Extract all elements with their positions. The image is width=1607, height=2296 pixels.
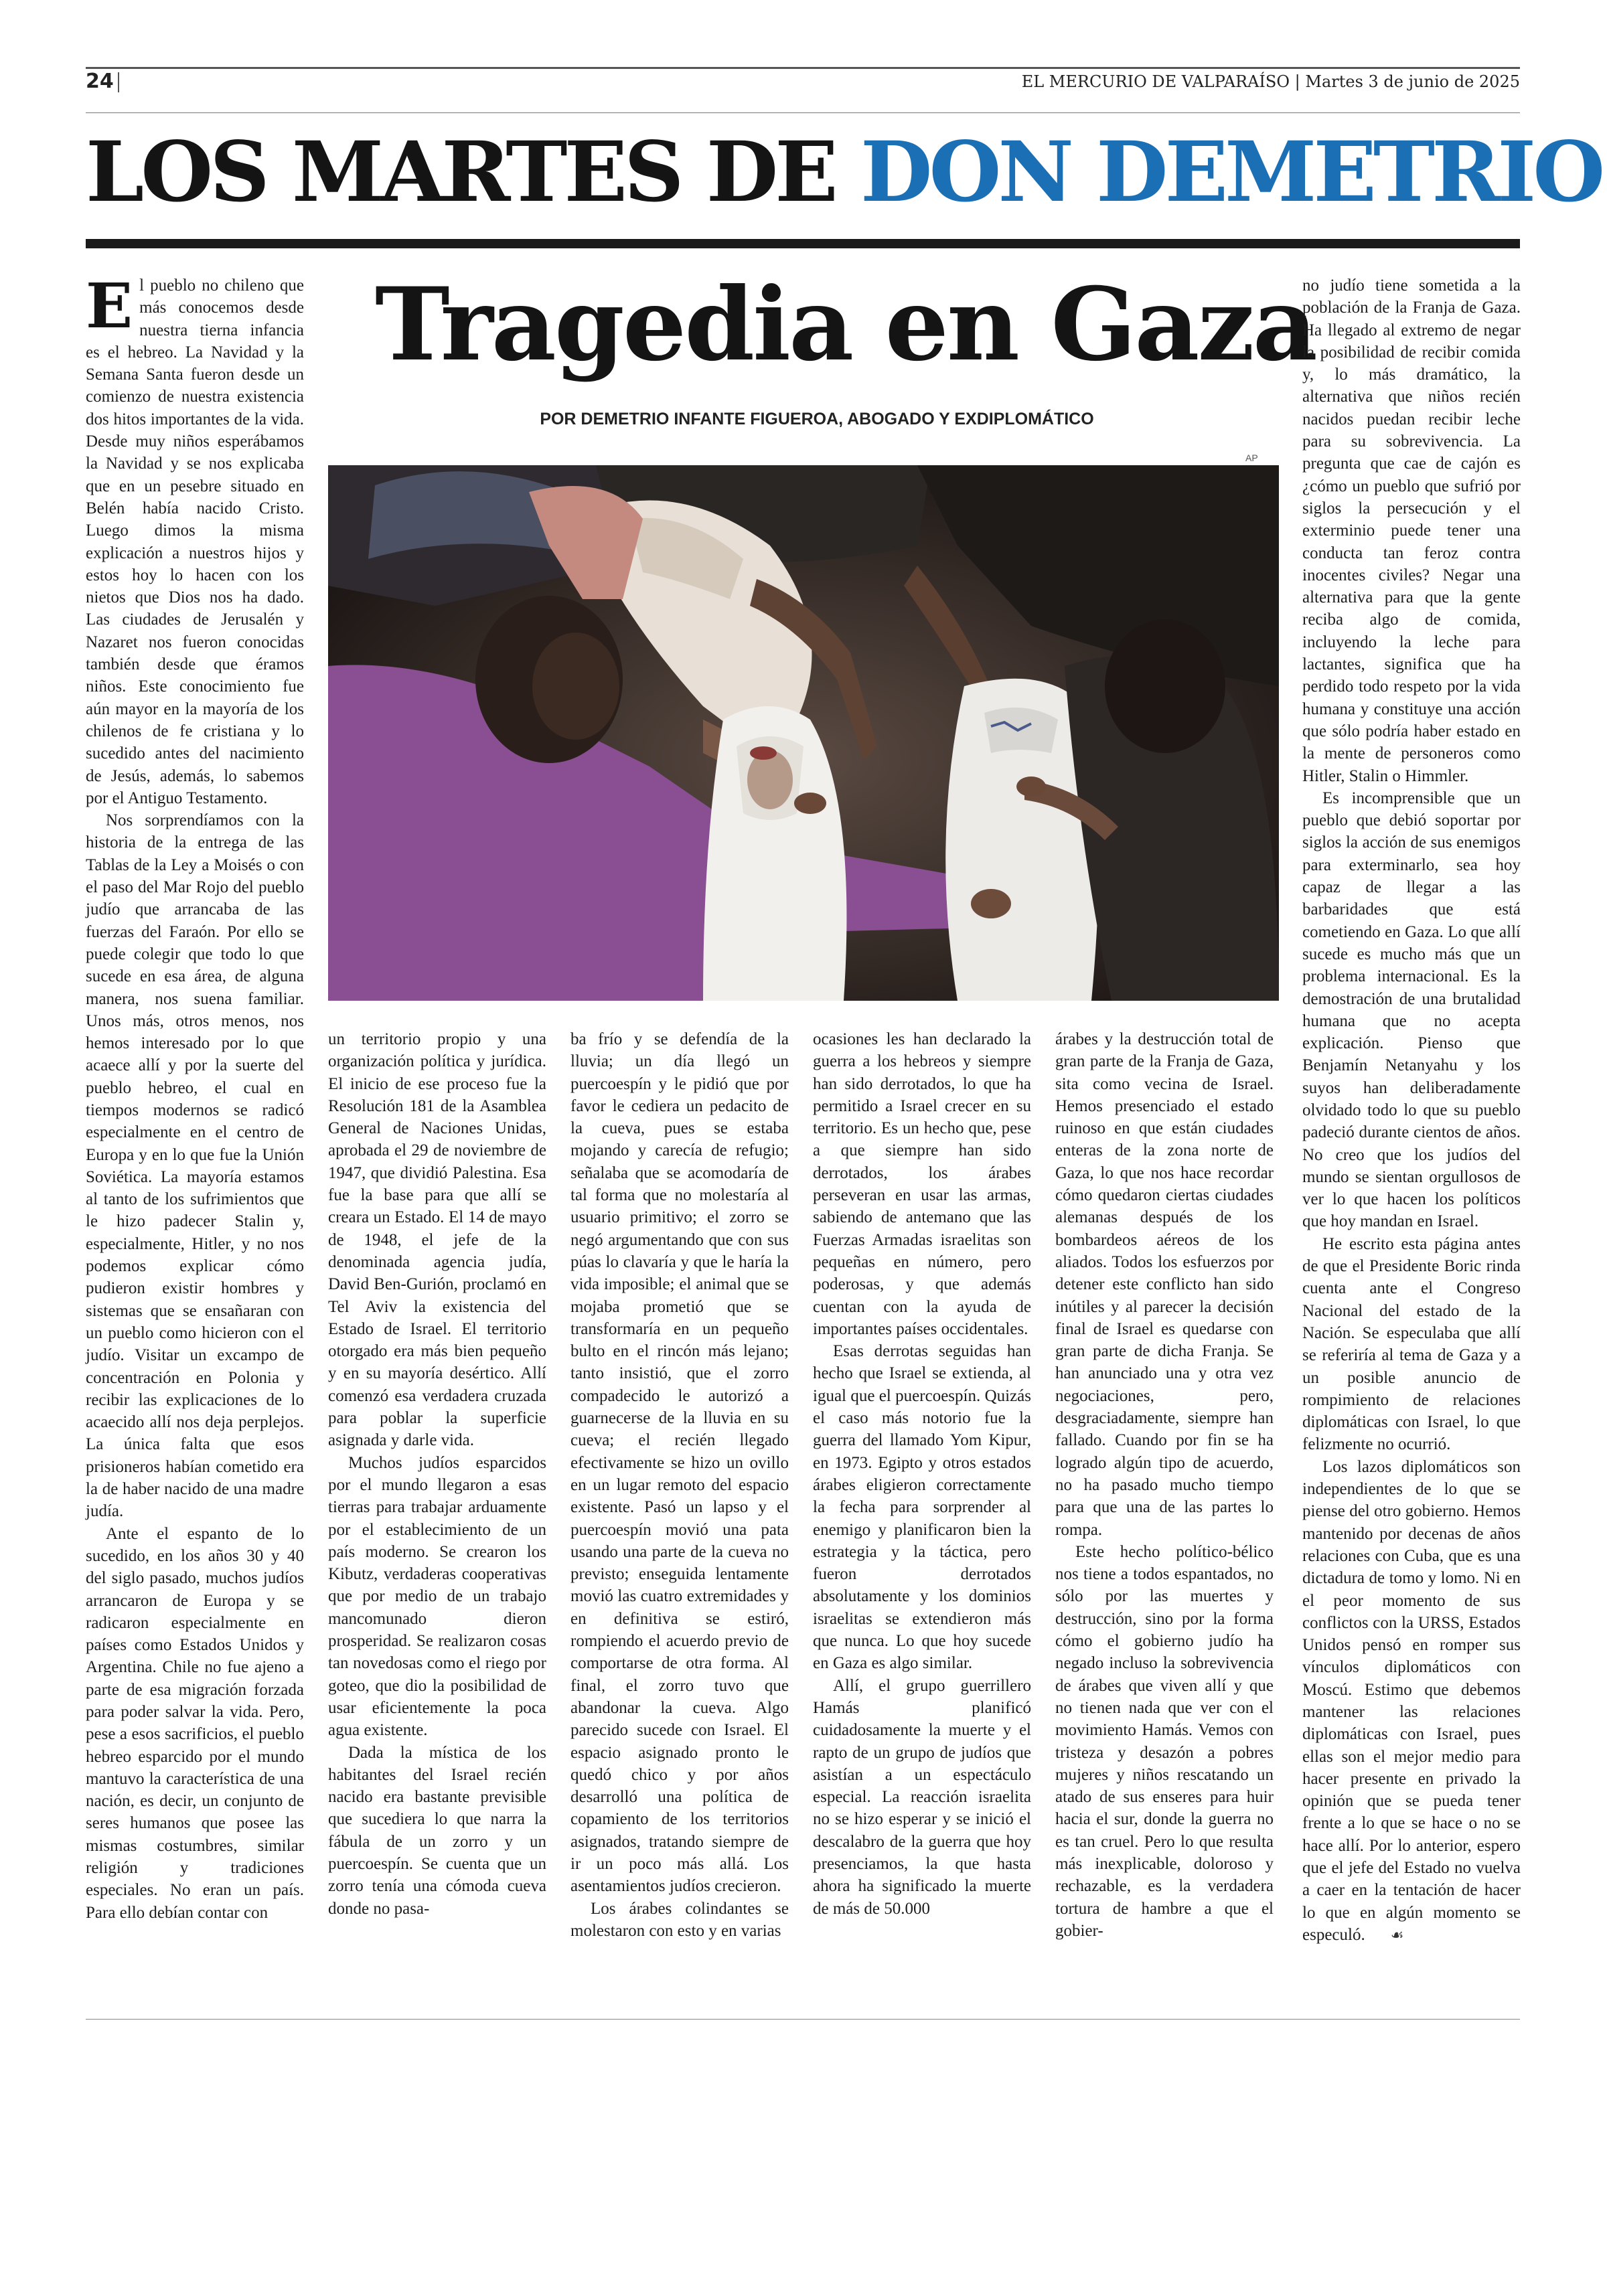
paragraph-text: Los lazos diplomáticos son independientes de lo que se piense del otro gobierno. Hemos mantenido por decenas de años relaciones con Cuba, que es una dictadura de tomo y lomo. Ni en el peor momento de sus conflictos con la URSS, Estados Unidos pensó en romper sus vínculos diplomáticos con Moscú. Estimo que debemos mantener las relaciones diplomáticas con Israel, pues ellas son el mejor medio para hacer presente en privado la opinión que se pueda tener frente a lo que se hace o no se hace allí. Por lo anterior, espero que el jefe del Estado no vuelva a caer en la tentación de hacer lo que en algún momento se especuló. xyxy=(1302,1457,1521,1944)
newspaper-date-line: EL MERCURIO DE VALPARAÍSO | Martes 3 de junio de 2025 xyxy=(1021,72,1520,91)
paragraph xyxy=(86,270,304,809)
paragraph: Este hecho político-bélico nos tiene a todos espantados, no sólo por las muertes y destrucción, sino por la forma cómo el gobierno judío ha negado incluso la sobrevivencia de árabes que viven allí y que no tienen nada que ver con el movimiento Hamás. Vemos con tristeza y desazón a pobres mujeres y niños rescatando un atado de sus enseres para huir hacia el sur, donde la guerra no es tan cruel. Pero lo que resulta más inexplicable, doloroso y rechazable, es la verdadera tortura de hambre a que el gobier- xyxy=(1055,1542,1274,1940)
drop-cap: E xyxy=(86,270,133,342)
paragraph: Dada la mística de los habitantes del Israel recién nacido era bastante previsible que sucediera lo que narra la fábula de un zorro y un puercoespín. Se cuenta que un zorro tenía una cómoda cueva donde no pasa- xyxy=(328,1743,546,1918)
paragraph: no judío tiene sometida a la población de la Franja de Gaza. Ha llegado al extremo de negar la posibilidad de recibir comida y, lo más dramático, la alternativa que niños recién nacidos puedan recibir leche para su sobrevivencia. La pregunta que cae de cajón es ¿cómo un pueblo que sufrió por siglos la persecución y el exterminio puede tener una conducta tan feroz contra inocentes civiles? Negar una alternativa para que la gente reciba algo de comida, incluyendo la leche para lactantes, significa que ha perdido todo respeto por la vida humana y constituye una acción que sólo podría haber estado en la mente de personeros como Hitler, Stalin o Himmler. xyxy=(1302,276,1521,785)
paragraph: árabes y la destrucción total de gran parte de la Franja de Gaza, sita como vecina de Israel. Hemos presenciado el estado ruinoso en que están ciudades enteras de la zona norte de Gaza, lo que nos hace recordar cómo quedaron ciertas ciudades alemanas después de los bombardeos aéreos de los aliados. Todos los esfuerzos por detener este conflicto han sido inútiles y al parecer la decisión final de Israel es quedarse con gran parte de dicha Franja. Se han anunciado una y otra vez negociaciones, pero, desgraciadamente, siempre han fallado. Cuando por fin se ha logrado algún tipo de acuerdo, no ha pasado mucho tiempo para que una de las partes lo rompa. xyxy=(1055,1030,1274,1539)
article-photo xyxy=(328,465,1279,1001)
paragraph: Los árabes colindantes se molestaron con esto y en varias xyxy=(570,1899,789,1940)
article-headline: Tragedia en Gaza xyxy=(375,266,1316,384)
article-column-5 xyxy=(1055,1028,1274,1940)
page-number: 24 xyxy=(86,70,114,93)
paragraph: Allí, el grupo guerrillero Hamás planificó cuidadosamente la muerte y el rapto de un grupo de judíos que asistían a un espectáculo especial. La reacción israelita no se hizo esperar y se inició el descalabro de la guerra que hoy presenciamos, la que hasta ahora ha significado la muerte de más de 50.000 xyxy=(813,1676,1031,1918)
paragraph xyxy=(1302,1456,1521,1947)
article-column-1 xyxy=(86,270,304,1922)
article-column-2 xyxy=(328,1028,546,1918)
paragraph: ba frío y se defendía de la lluvia; un día llegó un puercoespín y le pidió que por favor le cediera un pedacito de la cueva, pues se estaba mojando y carecía de refugio; señalaba que se acomodaría de tal forma que no molestaría al usuario primitivo; el zorro se negó argumentando que con sus púas lo clavaría y que le haría la vida imposible; el animal que se mojaba prometió que se transformaría en un pequeño bulto en el rincón más lejano; tanto insistió, que el zorro compadecido le autorizó a guarnecerse de la lluvia en su cueva; el recién llegado efectivamente se hizo un ovillo en un lugar remoto del espacio existente. Pasó un lapso y el puercoespín movió una pata usando una parte de la cueva no previsto; enseguida lentamente movió las cuatro extremidades y en definitiva se estiró, rompiendo el acuerdo previo de comportarse de otra forma. Al final, el zorro tuvo que abandonar la cueva. Algo parecido sucede con Israel. El espacio asignado pronto le quedó chico y por años desarrolló una política de copamiento de los territorios asignados, tratando siempre de ir un poco más allá. Los asentamientos judíos crecieron. xyxy=(570,1030,789,1896)
section-heading-rule xyxy=(86,239,1520,248)
header-subrule xyxy=(86,112,1520,113)
photo-credit: AP xyxy=(1245,453,1258,463)
section-heading-blue: DON DEMETRIO xyxy=(860,124,1602,221)
paragraph: Es incomprensible que un pueblo que debió soportar por siglos la acción de sus enemigos para exterminarlo, sea hoy capaz de llegar a las barbaridades que está cometiendo en Gaza. Lo que allí sucede es mucho más que un problema internacional. Es la demostración de una brutalidad humana que no acepta explicación. Pienso que Benjamín Netanyahu y los suyos han deliberadamente olvidado todo lo que su pueblo padeció durante cientos de años. No creo que los judíos del mundo se sientan orgullosos de ver lo que hacen los políticos que hoy mandan en Israel. xyxy=(1302,789,1521,1231)
paragraph: Esas derrotas seguidas han hecho que Israel se extienda, al igual que el puercoespín. Quizás el caso más notorio fue la guerra del llamado Yom Kipur, en 1973. Egipto y otros estados árabes eligieron correctamente la fecha para sorprender al enemigo y planificaron bien la estrategia y la táctica, pero fueron derrotados absolutamente y los dominios israelitas se extendieron más que nunca. Lo que hoy sucede en Gaza es algo similar. xyxy=(813,1342,1031,1673)
paragraph: un territorio propio y una organización política y jurídica. El inicio de ese proceso fue la Resolución 181 de la Asamblea General de Naciones Unidas, aprobada el 29 de noviembre de 1947, que dividió Palestina. Esa fue la base para que allí se creara un Estado. El 14 de mayo de 1948, el jefe de la denominada agencia judía, David Ben-Gurión, proclamó en Tel Aviv la existencia del Estado de Israel. El territorio otorgado era más bien pequeño y en su mayoría desértico. Allí comenzó esa verdadera cruzada para poblar la superficie asignada y darle vida. xyxy=(328,1030,546,1450)
article-column-3 xyxy=(570,1028,789,1940)
section-heading-black: LOS MARTES DE xyxy=(86,124,860,221)
end-of-article-icon: ☙ xyxy=(1390,1926,1404,1943)
paragraph: ocasiones les han declarado la guerra a los hebreos y siempre han sido derrotados, lo que ha permitido a Israel crecer en su territorio. Es un hecho que, pese a que siempre han sido derrotados, los árabes perseveran en usar las armas, sabiendo de antemano que las Fuerzas Armadas israelitas son pequeñas en número, pero poderosas, y que además cuentan con la ayuda de importantes países occidentales. xyxy=(813,1030,1031,1338)
page-number-separator xyxy=(118,72,119,92)
article-column-4 xyxy=(813,1028,1031,1918)
section-heading xyxy=(86,119,1602,226)
footer-rule xyxy=(86,2019,1520,2020)
paragraph: Ante el espanto de lo sucedido, en los años 30 y 40 del siglo pasado, muchos judíos arrancaron de Europa y se radicaron especialmente en países como Estados Unidos y Argentina. Chile no fue ajeno a parte de esa migración forzada para poder salvar la vida. Pero, pese a esos sacrificios, el pueblo hebreo esparcido por el mundo mantuvo la característica de una nación, es decir, un conjunto de seres humanos que posee las mismas costumbres, similar religión y tradiciones especiales. No eran un país. Para ello debían contar con xyxy=(86,1524,304,1922)
paragraph: Nos sorprendíamos con la historia de la entrega de las Tablas de la Ley a Moisés o con el paso del Mar Rojo del pueblo judío que arrancaba de las fuerzas del Faraón. Por ello se puede colegir que todo lo que sucede en esa área, de alguna manera, nos suena familiar. Unos más, otros menos, nos hemos interesado por lo que acaece allí y por la suerte del pueblo hebreo, el cual en tiempos modernos se radicó especialmente en el centro de Europa y en lo que fue la Unión Soviética. La mayoría estamos al tanto de los sufrimientos que le hizo padecer Stalin y, especialmente, Hitler, y no nos podemos explicar cómo pudieron existir hombres y sistemas que se ensañaran con un pueblo como hicieron con el judío. Visitar un excampo de concentración en Polonia y recibir las explicaciones de lo acaecido allí nos deja perplejos. La única falta que esos prisioneros habían cometido era la de haber nacido de una madre judía. xyxy=(86,811,304,1521)
paragraph-text: l pueblo no chileno que más conocemos desde nuestra tierna infancia es el hebreo. La Navidad y la Semana Santa fueron desde un comienzo de nuestra existencia dos hitos importantes de la vida. Desde muy niños esperábamos la Navidad y se nos explicaba que en un pesebre situado en Belén había nacido Cristo. Luego dimos la misma explicación a nuestros hijos y estos hoy lo hacen con los nietos que Dios nos ha dado. Las ciudades de Jerusalén y Nazaret nos fueron conocidas también desde que éramos niños. Este conocimiento fue aún mayor en la mayoría de los chilenos de fe cristiana y lo sucedido antes del nacimiento de Jesús, además, lo sabemos por el Antiguo Testamento. xyxy=(86,276,304,807)
paragraph: He escrito esta página antes de que el Presidente Boric rinda cuenta ante el Congreso Nacional del estado de la Nación. Se especulaba que allí se referiría al tema de Gaza y a un posible anuncio de rompimiento de relaciones diplomáticas con Israel, lo que felizmente no ocurrió. xyxy=(1302,1234,1521,1454)
paragraph: Muchos judíos esparcidos por el mundo llegaron a esas tierras para trabajar arduamente por el establecimiento de un país moderno. Se crearon los Kibutz, verdaderas cooperativas que por medio de un trabajo mancomunado dieron prosperidad. Se realizaron cosas tan novedosas como el riego por goteo, que dio la posibilidad de usar eficientemente la poca agua existente. xyxy=(328,1453,546,1740)
article-column-6 xyxy=(1302,274,1521,1944)
top-rule xyxy=(86,67,1520,69)
article-byline: POR DEMETRIO INFANTE FIGUEROA, ABOGADO Y EXDIPLOMÁTICO xyxy=(540,410,1094,428)
